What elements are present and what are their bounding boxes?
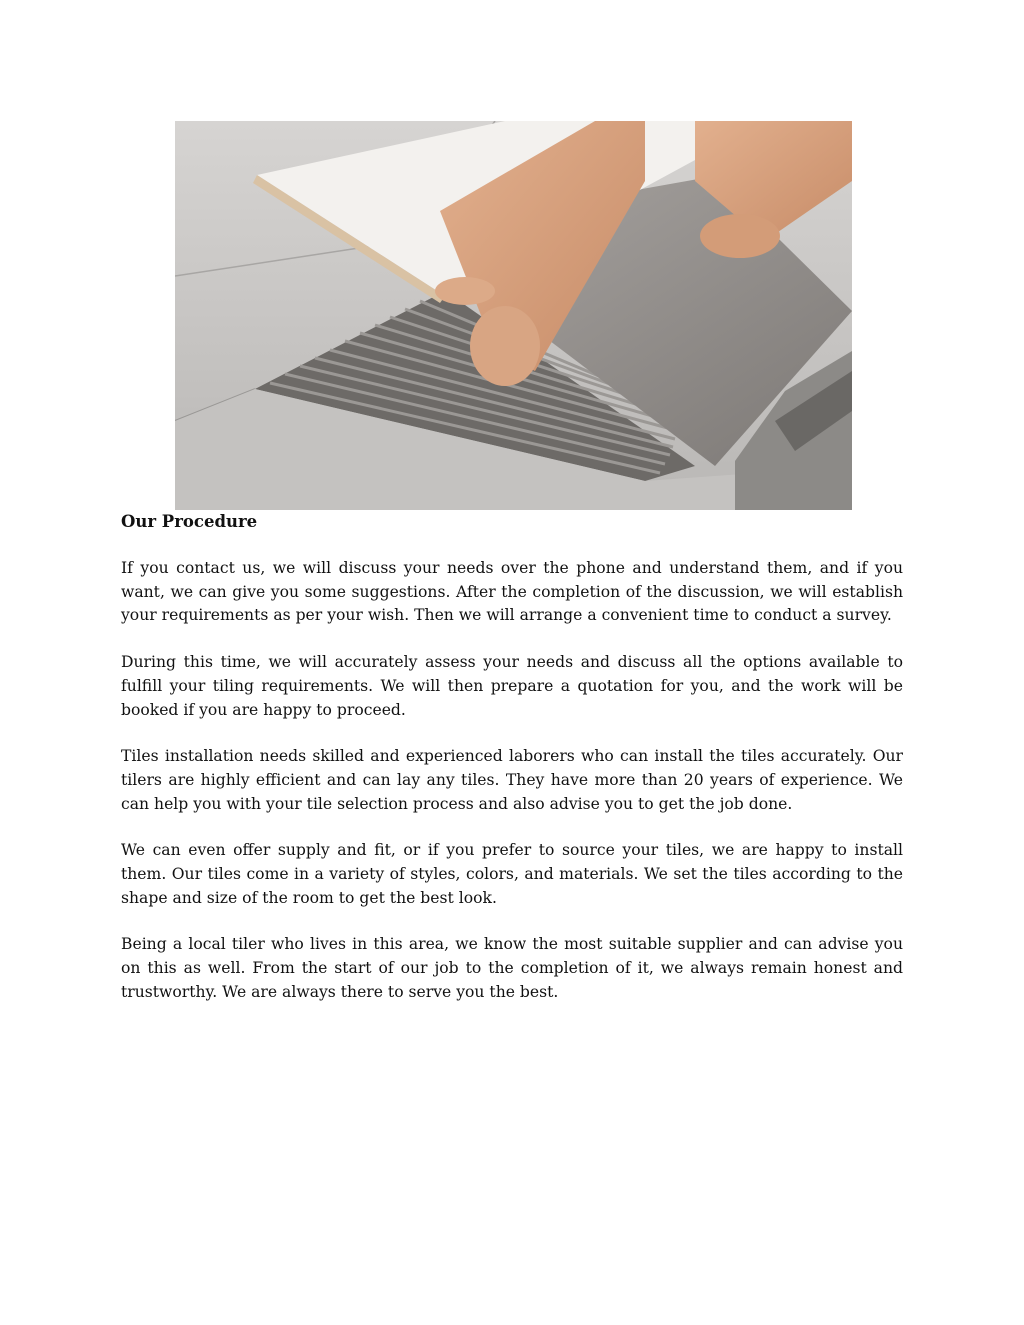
section-heading: Our Procedure <box>121 512 258 531</box>
procedure-section <box>121 510 903 1028</box>
tile-installation-illustration <box>175 121 852 510</box>
paragraph-experience: Tiles installation needs skilled and experienced laborers who can install the tiles accurately. Our tilers are highly efficient and can lay any tiles. They have more than 20 years of experience. We can help you with your tile selection process and also advise you to get the job done. <box>121 747 903 813</box>
paragraph-local-tiler: Being a local tiler who lives in this area, we know the most suitable supplier and can advise you on this as well. From the start of our job to the completion of it, we always remain honest and trustworthy. We are always there to serve you the best. <box>121 935 903 1001</box>
paragraph-contact: If you contact us, we will discuss your needs over the phone and understand them, and if you want, we can give you some suggestions. After the completion of the discussion, we will establish your requirements as per your wish. Then we will arrange a convenient time to conduct a survey. <box>121 559 903 625</box>
tile-installation-photo <box>175 121 852 510</box>
paragraph-assessment: During this time, we will accurately assess your needs and discuss all the options available to fulfill your tiling requirements. We will then prepare a quotation for you, and the work will be booked if you are happy to proceed. <box>121 653 903 719</box>
paragraph-supply-fit: We can even offer supply and fit, or if you prefer to source your tiles, we are happy to install them. Our tiles come in a variety of styles, colors, and materials. We set the tiles according to the shape and size of the room to get the best look. <box>121 841 903 907</box>
